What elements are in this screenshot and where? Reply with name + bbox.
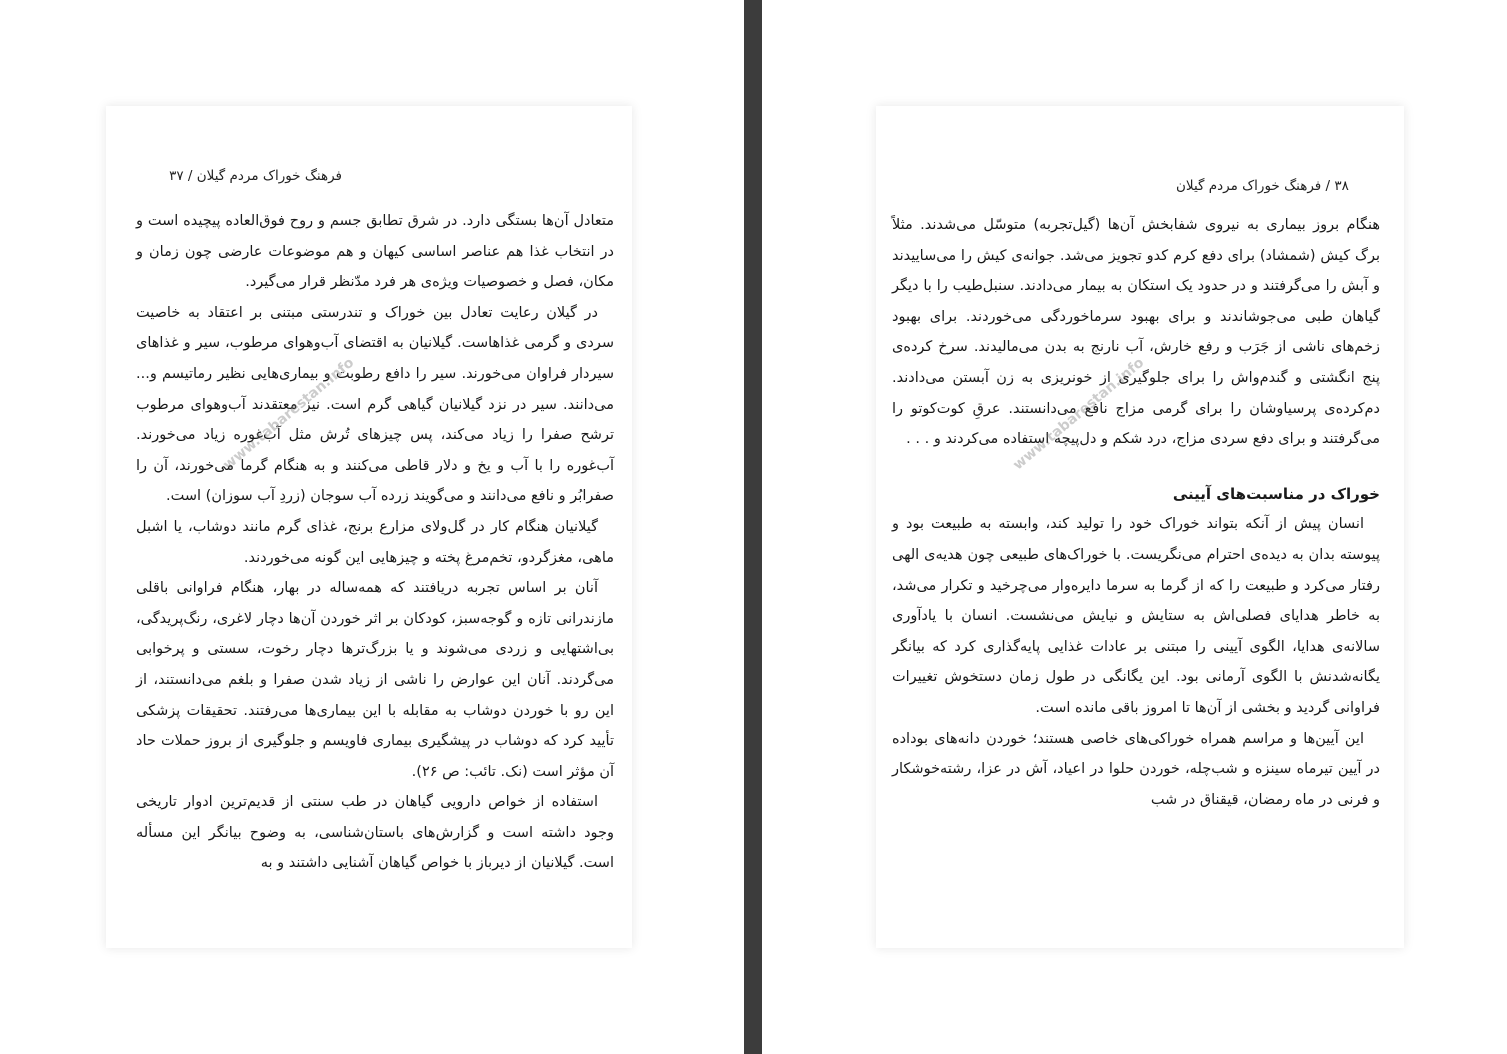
paragraph: آنان بر اساس تجربه دریافتند که همه‌ساله در بهار، هنگام فراوانی باقلی مازندرانی تازه و گوجه‌سبز، کودکان بر اثر خوردن آن‌ها دچار لاغری، رنگ‌پریدگی، بی‌اشتهایی و زردی می‌شوند و یا بزرگ‌ترها دچار رخوت، سستی و پرخوابی می‌گردند. آنان این عوارض را ناشی از زیاد شدن صفرا و بلغم می‌دانستند، از این رو با خوردن دوشاب به مقابله با این بیماری‌ها می‌رفتند. تحقیقات پزشکی تأیید کرد که دوشاب در پیشگیری بیماری فاویسم و جلوگیری از بروز حملات حاد آن مؤثر است (نک. تائب: ص ۲۶). bbox=[136, 580, 614, 780]
page-header: ۳۸ / فرهنگ خوراک مردم گیلان bbox=[1176, 178, 1349, 194]
page-body bbox=[136, 206, 614, 879]
section-title: خوراک در مناسبت‌های آیینی bbox=[1172, 484, 1380, 503]
page-body bbox=[892, 210, 1380, 815]
paragraph: متعادل آن‌ها بستگی دارد. در شرق تطابق جسم و روح فوق‌العاده پیچیده است و در انتخاب غذا هم عناصر اساسی کیهان و هم موضوعات عارضی چون زمان و مکان، فصل و خصوصیات ویژه‌ی هر فرد مدّنظر قرار می‌گیرد. bbox=[136, 213, 614, 291]
paragraph: هنگام بروز بیماری به نیروی شفابخش آن‌ها (گیل‌تجربه) متوسّل می‌شدند. مثلاً برگ کیش (شمشاد) برای دفع کرم کدو تجویز می‌شد. جوانه‌ی کیش را می‌ساییدند و آبش را می‌گرفتند و در حدود یک استکان به بیمار می‌دادند. سنبل‌طیب را با دیگر گیاهان طبی می‌جوشاندند و برای بهبود سرماخوردگی می‌خوردند. برای بهبود زخم‌های ناشی از جَرَب و رفع خارش، آب نارنج به بدن می‌مالیدند. سرخ کرده‌ی پنج انگشتی و گندم‌واش را برای جلوگیری از خونریزی به زن آبستن می‌دادند. دم‌کرده‌ی پرسیاوشان را برای گرمی مزاج نافع می‌دانستند. عرقِ کوت‌کوتو را می‌گرفتند و برای دفع سردی مزاج، درد شکم و دل‌پیچه استفاده می‌کردند و . . . bbox=[892, 217, 1380, 448]
paragraph: گیلانیان هنگام کار در گل‌ولای مزارع برنج، غذای گرم مانند دوشاب، یا اشبل ماهی، مغزگردو، تخم‌مرغ پخته و چیزهایی این گونه می‌خوردند. bbox=[136, 518, 614, 566]
page-header: فرهنگ خوراک مردم گیلان / ۳۷ bbox=[169, 168, 342, 184]
page-divider bbox=[744, 0, 762, 1054]
watermark: www.tabarestan.info bbox=[1010, 354, 1148, 474]
page-38 bbox=[876, 106, 1404, 948]
paragraph: انسان پیش از آنکه بتواند خوراک خود را تولید کند، وابسته به طبیعت بود و پیوسته بدان به دیده‌ی احترام می‌نگریست. با خوراک‌های طبیعی چون هدیه‌ی الهی رفتار می‌کرد و طبیعت را که از گرما به سرما دایره‌وار می‌چرخید و تکرار می‌شد، به خاطر هدایای فصلی‌اش به ستایش و نیایش می‌نشست. انسان با یادآوری سالانه‌ی هدایا، الگوی آیینی را مبتنی بر عادات غذایی پایه‌گذاری کرد که بیانگر یگانه‌شدنش با الگوی آرمانی بود. این یگانگی در طول زمان دستخوش تغییرات فراوانی گردید و بخشی از آن‌ها تا امروز باقی مانده است. bbox=[892, 516, 1380, 716]
paragraph: این آیین‌ها و مراسم همراه خوراکی‌های خاصی هستند؛ خوردن دانه‌های بوداده در آیین تیرماه سینزه و شب‌چله، خوردن حلوا در اعیاد، آش در عزا، رشته‌خوشکار و فرنی در ماه رمضان، قیقناق در شب bbox=[892, 730, 1380, 808]
paragraph: در گیلان رعایت تعادل بین خوراک و تندرستی مبتنی بر اعتقاد به خاصیت سردی و گرمی غذاهاست. گیلانیان به اقتضای آب‌وهوای مرطوب، سیر و غذاهای سیردار فراوان می‌خورند. سیر را دافع رطوبت و بیماری‌هایی نظیر رماتیسم و... می‌دانند. سیر در نزد گیلانیان گیاهی گرم است. نیز معتقدند آب‌وهوای مرطوب ترشح صفرا را زیاد می‌کند، پس چیزهای تُرش مثل آب‌غوره زیاد می‌خورند. آب‌غوره را با آب و یخ و دلار قاطی می‌کنند و به هنگام گرما می‌خورند، آن را صفرابُر و نافع می‌دانند و می‌گویند زرده آب سوجان (زردِ آب سوزان) است. bbox=[136, 304, 614, 505]
page-37 bbox=[106, 106, 632, 948]
paragraph: استفاده از خواص دارویی گیاهان در طب سنتی از قدیم‌ترین ادوار تاریخی وجود داشته است و گزارش‌های باستان‌شناسی، به وضوح بیانگر این مسأله است. گیلانیان از دیرباز با خواص گیاهان آشنایی داشتند و به bbox=[136, 794, 614, 872]
watermark: www.tabarestan.info bbox=[220, 354, 358, 474]
